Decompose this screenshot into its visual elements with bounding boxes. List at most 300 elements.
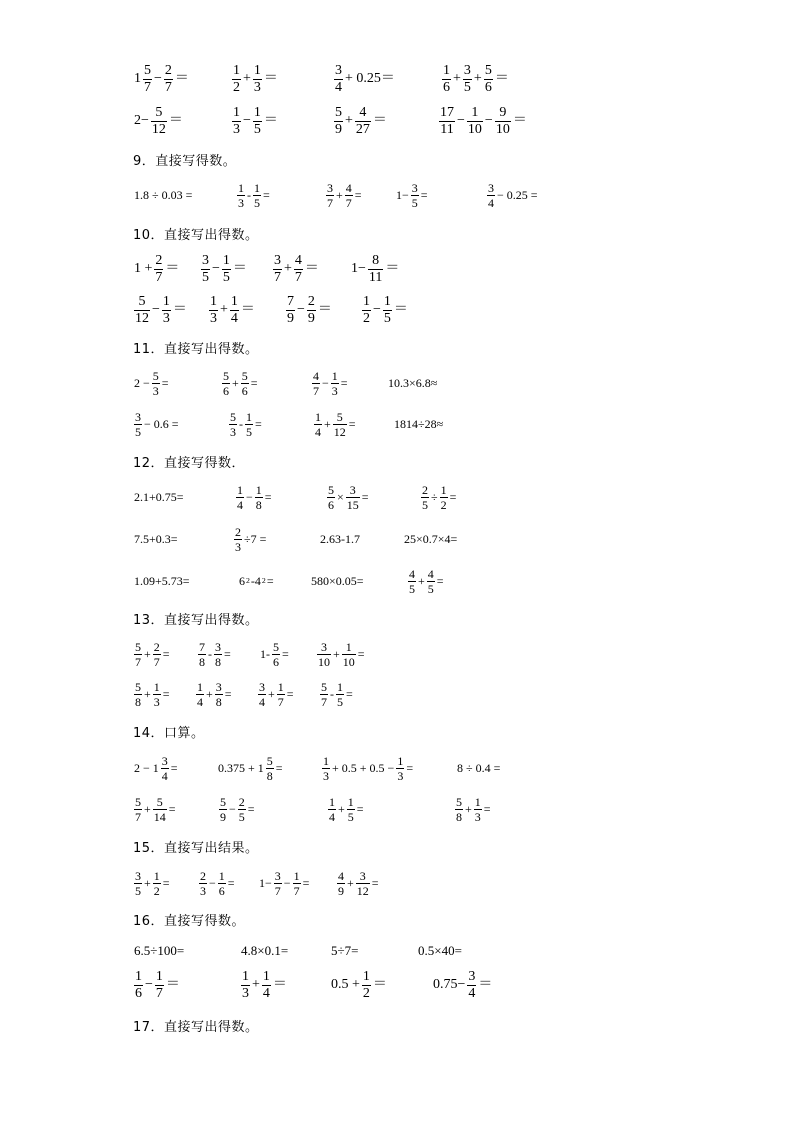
fraction-numerator: 1	[383, 293, 391, 309]
fraction-numerator: 5	[156, 794, 163, 809]
expression-text: ＝	[168, 113, 183, 128]
expression-text: ＝	[263, 113, 278, 128]
math-expression	[133, 970, 181, 1000]
fraction	[334, 64, 343, 95]
fraction-denominator: 2	[362, 985, 370, 1001]
fraction	[327, 484, 335, 511]
fraction	[347, 796, 355, 823]
math-expression	[198, 868, 236, 898]
fraction-numerator: 2	[164, 62, 172, 78]
fraction-numerator: 8	[372, 252, 380, 268]
expression-text: +	[144, 687, 151, 701]
expression-text: 8 ÷ 0.4 =	[457, 761, 501, 775]
fraction-denominator: 10	[318, 654, 330, 669]
fraction	[312, 370, 320, 397]
expression-text: ÷	[431, 490, 438, 504]
fraction-numerator: 1	[277, 679, 284, 694]
fraction	[154, 254, 163, 285]
expression-text: ＝	[478, 977, 493, 992]
fraction-numerator: 3	[135, 409, 141, 424]
fraction-denominator: 10	[342, 654, 355, 669]
fraction-denominator: 8	[199, 654, 205, 669]
fraction	[214, 641, 222, 668]
expression-text: =	[346, 687, 353, 701]
fraction	[328, 796, 336, 823]
fraction-numerator: 2	[238, 794, 245, 809]
fraction	[484, 64, 493, 95]
math-expression	[285, 295, 333, 325]
fraction-numerator: 1	[315, 409, 321, 424]
fraction-numerator: 1	[337, 679, 343, 694]
fraction	[222, 254, 231, 285]
fraction	[215, 681, 223, 708]
fraction-numerator: 1	[162, 293, 170, 309]
expression-text: =	[348, 417, 356, 431]
expression-text: =	[302, 876, 310, 890]
expression-text: 1 +	[134, 261, 153, 276]
math-expression	[133, 64, 190, 94]
fraction	[230, 295, 239, 326]
fraction	[153, 796, 167, 823]
fraction-denominator: 2	[153, 883, 160, 898]
fraction	[134, 411, 142, 438]
fraction-denominator: 12	[356, 883, 369, 898]
fraction	[153, 681, 161, 708]
fraction-denominator: 5	[411, 195, 418, 210]
fraction-denominator: 4	[315, 424, 321, 439]
fraction-numerator: 1	[238, 180, 244, 195]
math-expression	[133, 794, 177, 824]
expression-text: =	[286, 687, 294, 701]
fraction-numerator: 7	[287, 293, 294, 309]
expression-text: 0.75−	[433, 977, 466, 992]
fraction	[362, 295, 371, 326]
fraction	[199, 870, 207, 897]
fraction-numerator: 5	[328, 482, 334, 497]
expression-text: ＝	[385, 261, 400, 276]
fraction-numerator: 1	[253, 62, 261, 78]
math-expression	[325, 180, 363, 210]
fraction	[134, 681, 142, 708]
fraction-denominator: 5	[409, 581, 415, 596]
fraction-numerator: 2	[153, 639, 160, 654]
expression-text: + 0.5 + 0.5 −	[332, 761, 395, 775]
fraction-numerator: 1	[347, 794, 354, 809]
fraction	[396, 755, 404, 782]
expression-text: =	[247, 802, 255, 816]
fraction-numerator: 3	[321, 639, 327, 654]
fraction-denominator: 8	[255, 497, 262, 512]
fraction-denominator: 6	[484, 79, 492, 95]
fraction-denominator: 7	[313, 383, 319, 398]
expression-text: +	[243, 71, 251, 86]
fraction-numerator: 2	[422, 482, 428, 497]
fraction	[161, 755, 169, 782]
fraction	[219, 796, 227, 823]
fraction-denominator: 4	[262, 985, 270, 1001]
math-expression	[316, 639, 366, 669]
fraction-denominator: 7	[277, 694, 284, 709]
section-heading-11: 11．直接写出得数。	[133, 342, 259, 357]
fraction-denominator: 11	[440, 121, 454, 137]
expression-text: 0.5 +	[331, 977, 360, 992]
fraction-denominator: 5	[254, 195, 260, 210]
fraction-numerator: 1	[262, 968, 270, 984]
fraction-numerator: 4	[409, 566, 415, 581]
expression-text: 25×0.7×4=	[404, 532, 458, 546]
fraction	[253, 106, 262, 137]
fraction-numerator: 1	[323, 753, 329, 768]
fraction-denominator: 3	[153, 694, 160, 709]
fraction	[222, 370, 230, 397]
fraction-denominator: 7	[293, 883, 300, 898]
fraction-denominator: 3	[152, 383, 159, 398]
expression-text: 1−	[259, 876, 272, 890]
fraction	[440, 484, 448, 511]
fraction-denominator: 27	[355, 121, 370, 137]
fraction	[253, 64, 262, 95]
fraction-numerator: 1	[230, 293, 238, 309]
fraction-denominator: 2	[363, 310, 370, 326]
expression-text: −	[243, 113, 251, 128]
expression-text: =	[483, 802, 491, 816]
fraction-denominator: 7	[327, 195, 333, 210]
fraction-numerator: 5	[135, 679, 141, 694]
problem-row	[0, 868, 794, 898]
fraction-denominator: 15	[346, 497, 359, 512]
math-expression	[321, 753, 414, 783]
math-expression	[133, 482, 185, 512]
fraction-denominator: 3	[210, 310, 217, 326]
fraction	[342, 641, 356, 668]
fraction-denominator: 3	[233, 121, 240, 137]
fraction	[236, 484, 244, 511]
expression-text: =	[361, 490, 369, 504]
fraction-numerator: 3	[202, 252, 209, 268]
math-expression	[393, 409, 444, 439]
fraction	[153, 641, 161, 668]
fraction-denominator: 5	[337, 694, 343, 709]
fraction-denominator: 9	[338, 883, 344, 898]
expression-text: 10.3×6.8≈	[388, 376, 438, 390]
expression-text: =	[275, 761, 283, 775]
math-expression	[417, 935, 463, 965]
fraction-numerator: 2	[200, 868, 206, 883]
problem-row	[0, 409, 794, 439]
expression-text: +	[453, 71, 461, 86]
fraction	[143, 64, 152, 95]
math-expression	[133, 753, 179, 783]
fraction-denominator: 3	[253, 79, 261, 95]
fraction	[134, 641, 142, 668]
fraction-denominator: 5	[135, 883, 141, 898]
problem-row	[0, 935, 794, 965]
fraction	[209, 295, 218, 326]
fraction	[253, 182, 261, 209]
fraction-numerator: 1	[153, 679, 160, 694]
fraction-denominator: 5	[253, 121, 261, 137]
fraction-numerator: 1	[253, 104, 261, 120]
fraction	[234, 526, 242, 553]
math-expression	[238, 566, 275, 596]
fraction-numerator: 1	[474, 794, 481, 809]
expression-text: ＝	[372, 113, 387, 128]
fraction-numerator: 1	[155, 968, 163, 984]
fraction	[467, 106, 483, 137]
fraction-denominator: 5	[238, 809, 245, 824]
fraction-denominator: 4	[335, 79, 342, 95]
expression-text: +	[232, 376, 239, 390]
expression-text: =	[224, 647, 231, 661]
expression-text: +	[252, 977, 260, 992]
fraction	[368, 254, 383, 285]
fraction-denominator: 7	[135, 809, 141, 824]
problem-row	[0, 794, 794, 824]
expression-text: =	[162, 647, 170, 661]
math-expression	[133, 254, 180, 284]
fraction-denominator: 2	[233, 79, 240, 95]
fraction-numerator: 3	[488, 180, 494, 195]
problem-row	[0, 639, 794, 669]
fraction-denominator: 7	[294, 269, 302, 285]
fraction-denominator: 4	[230, 310, 238, 326]
fraction-numerator: 1	[331, 368, 338, 383]
expression-text: −	[154, 71, 162, 86]
math-expression	[333, 64, 396, 94]
section-heading-10: 10．直接写出得数。	[133, 228, 259, 243]
math-expression	[235, 482, 273, 512]
expression-text: 1	[134, 71, 141, 86]
fraction-numerator: 1	[255, 482, 262, 497]
expression-text: +	[144, 647, 151, 661]
expression-text: =	[255, 417, 262, 431]
expression-text: =	[264, 490, 272, 504]
fraction-numerator: 4	[338, 868, 344, 883]
problem-row	[0, 254, 794, 284]
problem-row	[0, 524, 794, 554]
fraction-numerator: 2	[235, 524, 241, 539]
fraction-numerator: 5	[135, 794, 141, 809]
math-expression	[486, 180, 539, 210]
expression-text: =	[371, 876, 379, 890]
fraction-numerator: 5	[336, 409, 343, 424]
fraction-numerator: 5	[266, 753, 273, 768]
math-expression	[272, 254, 320, 284]
math-expression	[333, 106, 388, 136]
fraction-numerator: 5	[135, 639, 141, 654]
fraction-numerator: 2	[307, 293, 315, 309]
fraction-denominator: 3	[323, 768, 329, 783]
math-expression	[310, 566, 365, 596]
fraction-denominator: 7	[321, 694, 327, 709]
fraction	[245, 411, 253, 438]
problem-row	[0, 295, 794, 325]
expression-text: +	[473, 71, 482, 86]
expression-text: =	[357, 647, 365, 661]
fraction-numerator: 1	[222, 252, 230, 268]
fraction	[155, 970, 164, 1001]
fraction	[383, 295, 392, 326]
problem-row	[0, 368, 794, 398]
fraction-numerator: 1	[210, 293, 217, 309]
expression-text: =	[162, 687, 170, 701]
fraction	[408, 568, 416, 595]
fraction	[277, 681, 285, 708]
problem-row	[0, 482, 794, 512]
problem-row	[0, 970, 794, 1000]
fraction-denominator: 8	[456, 809, 462, 824]
fraction-numerator: 5	[138, 293, 146, 309]
fraction-numerator: 1	[242, 968, 249, 984]
fraction	[474, 796, 482, 823]
expression-text: =	[340, 376, 348, 390]
expression-text: -	[330, 687, 334, 701]
fraction-denominator: 5	[135, 424, 141, 439]
fraction-denominator: 5	[427, 581, 434, 596]
fraction-numerator: 1	[135, 968, 142, 984]
section-heading-9: 9．直接写得数。	[133, 154, 237, 169]
math-expression	[327, 794, 365, 824]
expression-text: +	[144, 876, 151, 890]
fraction-denominator: 2	[440, 497, 447, 512]
math-expression	[231, 64, 279, 94]
fraction-denominator: 5	[202, 269, 209, 285]
math-expression	[311, 368, 349, 398]
expression-text: =	[406, 761, 414, 775]
expression-text: ＝	[263, 71, 278, 86]
fraction-denominator: 9	[307, 310, 315, 326]
expression-text: 6.5÷100=	[134, 942, 185, 958]
expression-text: -	[239, 417, 243, 431]
section-heading-13: 13．直接写出得数。	[133, 613, 259, 628]
fraction	[255, 484, 263, 511]
fraction-numerator: 1	[233, 62, 240, 78]
expression-text: ＝	[393, 302, 408, 317]
expression-text: 2.1+0.75=	[134, 490, 184, 504]
math-expression	[133, 935, 185, 965]
problem-row	[0, 566, 794, 596]
expression-text: +	[144, 802, 151, 816]
fraction-denominator: 6	[135, 985, 142, 1001]
fraction-numerator: 5	[273, 639, 279, 654]
expression-text: −	[322, 376, 329, 390]
expression-text: +	[338, 802, 345, 816]
fraction-denominator: 7	[274, 883, 281, 898]
fraction-denominator: 5	[246, 424, 252, 439]
math-expression	[133, 295, 188, 325]
expression-text: 4.8×0.1=	[241, 942, 289, 958]
math-expression	[217, 753, 284, 783]
expression-text: ＝	[232, 261, 247, 276]
fraction-numerator: 3	[349, 482, 356, 497]
math-expression	[133, 524, 179, 554]
fraction	[411, 182, 419, 209]
math-expression	[441, 64, 510, 94]
fraction-numerator: 1	[443, 62, 450, 78]
fraction-numerator: 1	[363, 293, 370, 309]
fraction-numerator: 1	[218, 868, 225, 883]
fraction-denominator: 3	[162, 310, 170, 326]
fraction-numerator: 5	[220, 794, 226, 809]
expression-text: ＝	[304, 261, 319, 276]
expression-text: =	[170, 761, 178, 775]
fraction	[495, 106, 511, 137]
fraction-denominator: 12	[135, 310, 149, 326]
section-heading-17: 17．直接写出得数。	[133, 1020, 259, 1035]
fraction	[162, 295, 171, 326]
fraction-denominator: 5	[422, 497, 428, 512]
expression-text: 1−	[351, 261, 366, 276]
expression-text: −	[152, 302, 160, 317]
fraction	[232, 64, 241, 95]
fraction	[237, 182, 245, 209]
expression-text: 2.63-1.7	[320, 532, 360, 546]
expression-text: ÷7 =	[244, 532, 267, 546]
fraction	[314, 411, 322, 438]
expression-text: 1−	[396, 188, 409, 202]
math-expression	[420, 482, 457, 512]
expression-text: +	[465, 802, 472, 816]
math-expression	[326, 482, 370, 512]
fraction	[334, 106, 343, 137]
expression-text: ＝	[317, 302, 332, 317]
fraction	[266, 755, 274, 782]
expression-text: =	[227, 876, 235, 890]
fraction	[218, 870, 226, 897]
fraction	[307, 295, 316, 326]
exponent: 2	[261, 576, 266, 586]
expression-text: −	[209, 876, 216, 890]
fraction-numerator: 3	[327, 180, 333, 195]
fraction-numerator: 3	[215, 679, 222, 694]
fraction	[294, 254, 303, 285]
fraction-denominator: 4	[488, 195, 494, 210]
math-expression	[259, 639, 290, 669]
math-expression	[200, 254, 248, 284]
fraction-denominator: 10	[495, 121, 510, 137]
fraction	[134, 295, 150, 326]
fraction-numerator: 1	[246, 409, 252, 424]
expression-text: ＝	[165, 261, 180, 276]
math-expression	[240, 970, 288, 1000]
fraction-denominator: 7	[274, 269, 281, 285]
fraction-denominator: 6	[273, 654, 279, 669]
expression-text: −	[283, 876, 291, 890]
expression-text: 1814÷28≈	[394, 417, 444, 431]
fraction-denominator: 4	[161, 768, 168, 783]
fraction-numerator: 3	[135, 868, 141, 883]
fraction-numerator: 3	[215, 639, 221, 654]
fraction-denominator: 4	[197, 694, 203, 709]
fraction	[273, 254, 282, 285]
fraction	[326, 182, 334, 209]
fraction-numerator: 4	[313, 368, 319, 383]
section-heading-14: 14．口算。	[133, 726, 205, 741]
fraction-denominator: 9	[287, 310, 294, 326]
expression-text: 1.8 ÷ 0.03 =	[134, 188, 193, 202]
expression-text: ＝	[512, 113, 527, 128]
expression-text: +	[324, 417, 331, 431]
math-expression	[231, 106, 279, 136]
expression-text: ＝	[172, 302, 187, 317]
fraction	[455, 796, 463, 823]
fraction	[164, 64, 173, 95]
fraction-numerator: 3	[359, 868, 366, 883]
fraction-denominator: 7	[164, 79, 172, 95]
fraction-denominator: 7	[153, 654, 160, 669]
fraction	[241, 970, 250, 1001]
expression-text: 580×0.05=	[311, 574, 364, 588]
